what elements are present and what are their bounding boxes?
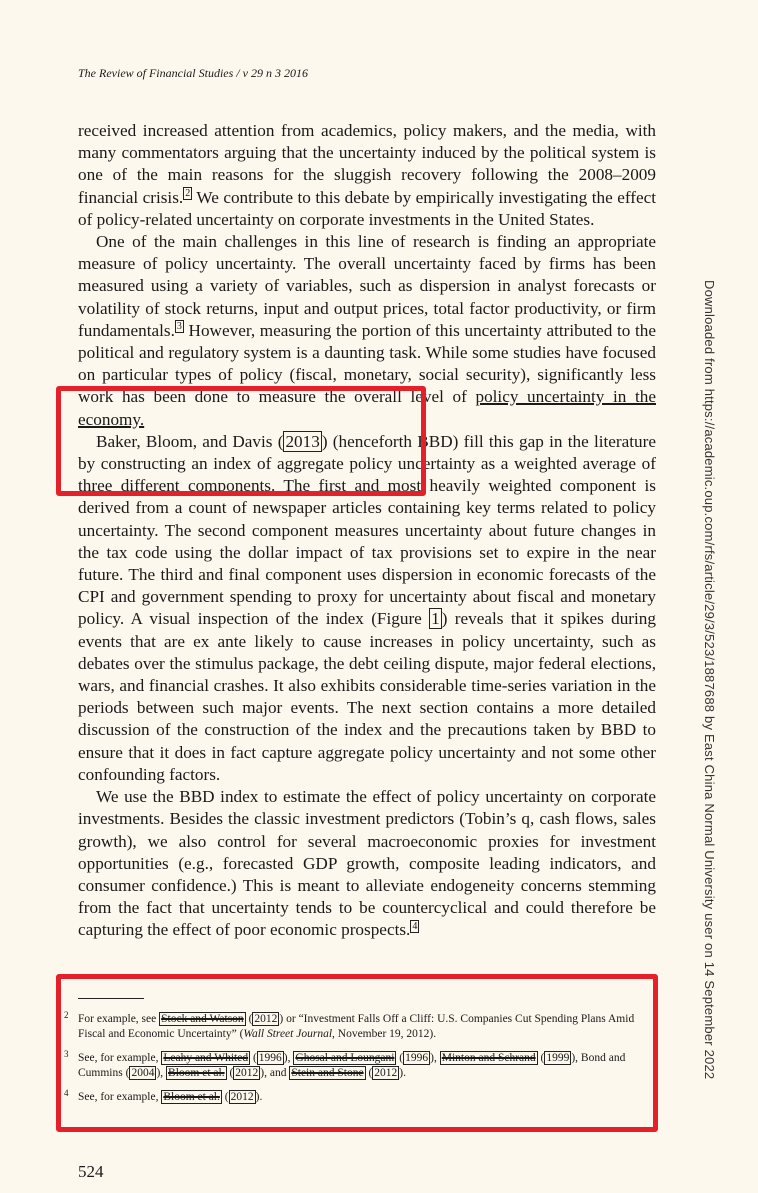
fn3-citation-minton[interactable]: Minton and Schrand (441, 1052, 536, 1064)
fn3-year-2[interactable]: 1996 (405, 1052, 429, 1064)
figure-1-link[interactable]: 1 (431, 609, 440, 629)
citation-link-bbd-2013[interactable]: 2013 (285, 431, 320, 451)
footnote-2 (64, 1010, 654, 1041)
paragraph-1-text-b: We contribute to this debate by empirically investigating the effect of policy-related uncertainty on corporate investments in the United States. (78, 187, 656, 229)
paragraph-1 (78, 120, 656, 231)
fn3-year-4[interactable]: 2004 (131, 1066, 155, 1079)
fn2-citation-author[interactable]: Stock and Watson (161, 1013, 244, 1025)
footnotes (64, 1010, 654, 1115)
paragraph-2 (78, 231, 656, 431)
fn3-text: See, for example, (78, 1052, 162, 1064)
footnote-3: 3 See, for example, Leahy and Whited ( 1996 ), Ghosal and Loungani ( 1996 ), Minton and Schrand ( 1999 ), Bond and Cummins ( 2004 ), Bloom et al. ( 2012 ), and Stein and Stone ( 2012 ). (64, 1049, 626, 1079)
footnote-ref-2[interactable]: 2 (185, 187, 191, 199)
fn4-text: See, for example, (78, 1091, 162, 1103)
fn3-end: ). (399, 1066, 406, 1079)
fn3-mid: ), Bond and Cummins ( (78, 1052, 626, 1079)
fn3-year-3[interactable]: 1999 (546, 1052, 570, 1064)
footnote-rule (78, 998, 144, 999)
paragraph-4 (78, 786, 656, 941)
fn4-citation-bloom[interactable]: Bloom et al. (163, 1091, 220, 1103)
fn2-mid: ) or “Investment Falls Off a Cliff: U.S. Companies Cut Spending Plans Amid Fiscal and Economic Uncertainty” ( (78, 1013, 635, 1040)
fn2-post: , November 19, 2012). (332, 1027, 437, 1040)
footnote-4-number: 4 (64, 1088, 69, 1098)
fn3-citation-leahy[interactable]: Leahy and Whited (163, 1052, 249, 1064)
footnote-4: 4 See, for example, Bloom et al. ( 2012 ). (64, 1088, 263, 1103)
paragraph-2-text-b: However, measuring the portion of this uncertainty attributed to the political and regulatory system is a daunting task. While some studies have focused on particular types of policy (fiscal, monetary, social security), significantly less work has been done to measure the overall level of (78, 320, 656, 407)
paragraph-4-text: We use the BBD index to estimate the effect of policy uncertainty on corporate investments. Besides the classic investment predictors (Tobin’s q, cash flows, sales growth), we also control for several macroeconomic proxies for investment opportunities (e.g., forecasted GDP growth, composite leading indicators, and consumer confidence.) This is meant to alleviate endogeneity concerns stemming from the fact that uncertainty tends to be countercyclical and could therefore be capturing the effect of poor economic prospects. (78, 787, 656, 940)
fn3-year-6[interactable]: 2012 (374, 1066, 398, 1079)
fn2-text: For example, see (78, 1013, 160, 1025)
fn3-citation-stein[interactable]: Stein and Stone (291, 1066, 364, 1079)
footnote-2-number: 2 (64, 1010, 69, 1020)
page-number: 524 (78, 1162, 104, 1181)
paragraph-3-text-c: ) reveals that it spikes during events that are ex ante likely to cause increases in policy uncertainty, such as debates over the stimulus package, the debt ceiling dispute, major federal elections, wars, and financial crashes. It also exhibits considerable time-series variation in the periods between such major events. The next section contains a more detailed discussion of the construction of the index and the precautions taken by BBD to ensure that it does in fact capture aggregate policy uncertainty and not some other confounding factors. (78, 609, 656, 784)
fn2-journal: Wall Street Journal (243, 1027, 333, 1040)
fn3-citation-ghosal[interactable]: Ghosal and Loungani (295, 1052, 395, 1064)
body-text (78, 120, 656, 942)
footnote-ref-3[interactable]: 3 (176, 321, 182, 333)
footnote-ref-4[interactable]: 4 (412, 920, 418, 932)
running-head: The Review of Financial Studies / v 29 n 3 2016 (78, 66, 308, 80)
paragraph-2-text-a: One of the main challenges in this line of research is finding an appropriate measure of policy uncertainty. The overall uncertainty faced by firms has been measured using a variety of variables, such as dispersion in analyst forecasts or volatility of stock returns, input and output prices, total factor productivity, or firm fundamentals. (78, 232, 656, 340)
footnote-3-number: 3 (64, 1049, 69, 1059)
fn3-citation-bloom[interactable]: Bloom et al. (168, 1066, 225, 1079)
paragraph-3 (78, 431, 656, 786)
fn2-citation-year[interactable]: 2012 (254, 1013, 278, 1025)
underlined-phrase: policy uncertainty in the economy. (78, 387, 656, 429)
paragraph-1-text-a: received increased attention from academics, policy makers, and the media, with many commentators arguing that the uncertainty induced by the political system is one of the main reasons for the sluggish recovery following the 2008–2009 financial crisis. (78, 121, 656, 207)
download-watermark: Downloaded from https://academic.oup.com/rfs/article/29/3/523/1887688 by East China Normal University user on 14 September 2022 (702, 280, 717, 1080)
fn4-citation-year[interactable]: 2012 (230, 1091, 254, 1103)
fn4-end: ). (255, 1091, 263, 1103)
paragraph-3-text-b: ) (henceforth BBD) fill this gap in the literature by constructing an index of aggregate policy uncertainty as a weighted average of three different components. The first and most heavily weighted component is derived from a count of newspaper articles containing key terms related to policy uncertainty. The second component measures uncertainty about future changes in the tax code using the dollar impact of tax provisions set to expire in the near future. The third and final component uses dispersion in economic forecasts of the CPI and government spending to proxy for uncertainty about fiscal and monetary policy. A visual inspection of the index (Figure (78, 431, 656, 629)
fn3-year-1[interactable]: 1996 (258, 1052, 282, 1064)
paragraph-3-text-a: Baker, Bloom, and Davis ( (96, 431, 284, 451)
fn3-and: ), and (260, 1066, 290, 1079)
fn2-open: ( (245, 1013, 253, 1025)
fn3-year-5[interactable]: 2012 (235, 1066, 259, 1079)
